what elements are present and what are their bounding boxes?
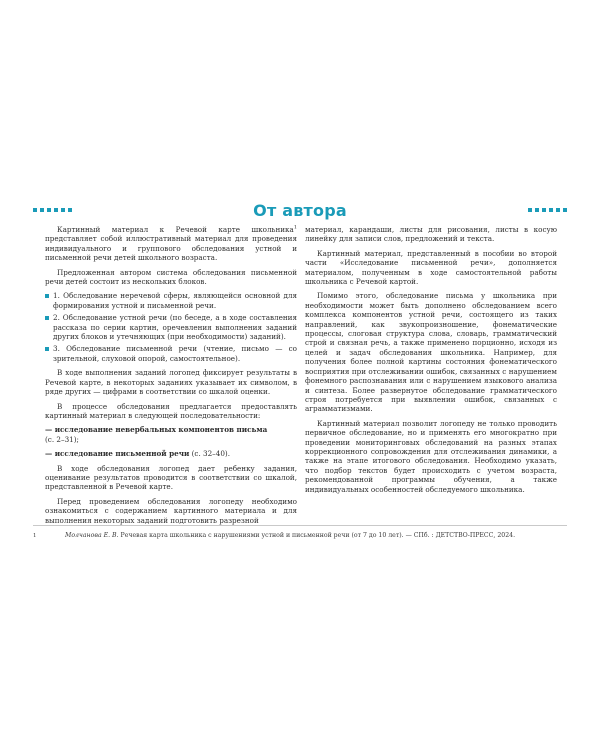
section-header bbox=[33, 196, 567, 224]
right-decoration-dots bbox=[528, 208, 567, 212]
right-column bbox=[305, 225, 557, 499]
sequence-item-2-pages: (с. 32–40). bbox=[189, 449, 230, 459]
list-item bbox=[45, 291, 297, 310]
footnote-author: Молчанова Е. В. bbox=[65, 532, 119, 539]
square-bullet-icon bbox=[45, 294, 49, 298]
list-item-text: 2. Обследование устной речи (по беседе, а в ходе составления рассказа по серии картин, оречевления выполнения заданий других блоков и утечняющих (при необходимости) заданий). bbox=[53, 313, 297, 342]
footnote-ref: 1 bbox=[293, 224, 297, 231]
list-item-text: 1. Обследование неречевой сферы, являющейся основной для формирования устной и письменной речи. bbox=[53, 291, 297, 310]
footnote-text: Речевая карта школьника с нарушениями устной и письменной речи (от 7 до 10 лет). — СПб. : ДЕТСТВО-ПРЕСС, 2024. bbox=[118, 532, 516, 539]
footnote bbox=[33, 532, 567, 540]
page-title: От автора bbox=[253, 200, 347, 220]
dot-icon bbox=[563, 208, 567, 212]
paragraph-second-part: Картинный материал, представленный в пособии во второй части «Исследование письменной речи», дополняется материалом, полученным в ходе самостоятельной работы школьника с Речевой картой. bbox=[305, 248, 557, 287]
list-item bbox=[45, 344, 297, 363]
blocks-list bbox=[45, 291, 297, 363]
dot-icon bbox=[68, 208, 72, 212]
paragraph-assessment: В ходе обследования логопед дает ребенку задания, оценивание результатов проводится в соответствии со шкалой, представленной в Речевой карте. bbox=[45, 463, 297, 492]
paragraph-system: Предложенная автором система обследования письменной речи детей состоит из нескольких блоков. bbox=[45, 267, 297, 287]
list-item bbox=[45, 313, 297, 341]
paragraph-sequence: В процессе обследования предлагается предоставлять картинный материал в следующей последовательности: bbox=[45, 401, 297, 420]
paragraph-materials: материал, карандаши, листы для рисования, листы в косую линейку для записи слов, предложений и текста. bbox=[305, 225, 557, 244]
dot-icon bbox=[549, 208, 553, 212]
left-decoration-dots bbox=[33, 208, 72, 212]
dot-icon bbox=[33, 208, 37, 212]
paragraph-monitoring: Картинный материал позволит логопеду не только проводить первичное обследование, но и применять его многократно при проведении мониторинговых обследований на разных этапах коррекционного сопровождения для отслеживания динамики, а также на этапе итогового обследования. Необходимо указать, что подбор текстов будет происходить с учетом возраста, рекомендованной программы обучения, а также индивидуальных особенностей обследуемого школьника. bbox=[305, 418, 557, 494]
dot-icon bbox=[542, 208, 546, 212]
sequence-item-1-title: — исследование невербальных компонентов письма bbox=[45, 425, 268, 435]
dot-icon bbox=[61, 208, 65, 212]
square-bullet-icon bbox=[45, 347, 49, 351]
paragraph-intro bbox=[45, 225, 297, 263]
sequence-item-2-title: — исследование письменной речи bbox=[45, 449, 190, 459]
sequence-item-2 bbox=[45, 449, 297, 458]
footnote-mark: 1 bbox=[33, 533, 37, 539]
dot-icon bbox=[535, 208, 539, 212]
dot-icon bbox=[47, 208, 51, 212]
dot-icon bbox=[54, 208, 58, 212]
paragraph-preparation: Перед проведением обследования логопеду необходимо ознакомиться с содержанием картинного материала и для выполнения некоторых заданий подготовить разрезной bbox=[45, 496, 297, 525]
paragraph-additional: Помимо этого, обследование письма у школьника при необходимости может быть дополнено обследованием всего комплекса компонентов устной речи, состоящего из таких направлений, как звукопроизношение, фонематические процессы, слоговая структура слова, словарь, грамматический строй и связная речь, а также применено порционно, исходя из целей и задач обследования школьника. Например, для получения более полной картины состояния фонематического восприятия при отслеживании ошибок, связанных с нарушением фонемного распознавания или с нарушением языкового анализа и синтеза. Более развернутое обследование грамматического строя потребуется при выявлении ошибок, связанных с аграмматизмами. bbox=[305, 291, 557, 414]
list-item-text: 3. Обследование письменной речи (чтение, письмо — со зрительной, слуховой опорой, самостоятельное). bbox=[53, 344, 297, 363]
square-bullet-icon bbox=[45, 316, 49, 320]
sequence-item-1-pages: (с. 2–31); bbox=[45, 434, 79, 444]
sequence-item-1 bbox=[45, 425, 297, 444]
intro-text: Картинный материал к Речевой карте школьника bbox=[57, 225, 294, 234]
dot-icon bbox=[528, 208, 532, 212]
footnote-divider bbox=[33, 525, 567, 526]
footnote-text-wrap bbox=[65, 532, 515, 540]
intro-text-rest: представляет собой иллюстративный материал для проведения индивидуального и группового обследования устной и письменной речи детей школьного возраста. bbox=[45, 234, 297, 263]
dot-icon bbox=[40, 208, 44, 212]
dot-icon bbox=[556, 208, 560, 212]
paragraph-results: В ходе выполнения заданий логопед фиксирует результаты в Речевой карте, в некоторых заданиях указывает их символом, в ряде других — цифрами в соответствии со шкалой оценки. bbox=[45, 368, 297, 397]
left-column bbox=[45, 225, 297, 530]
